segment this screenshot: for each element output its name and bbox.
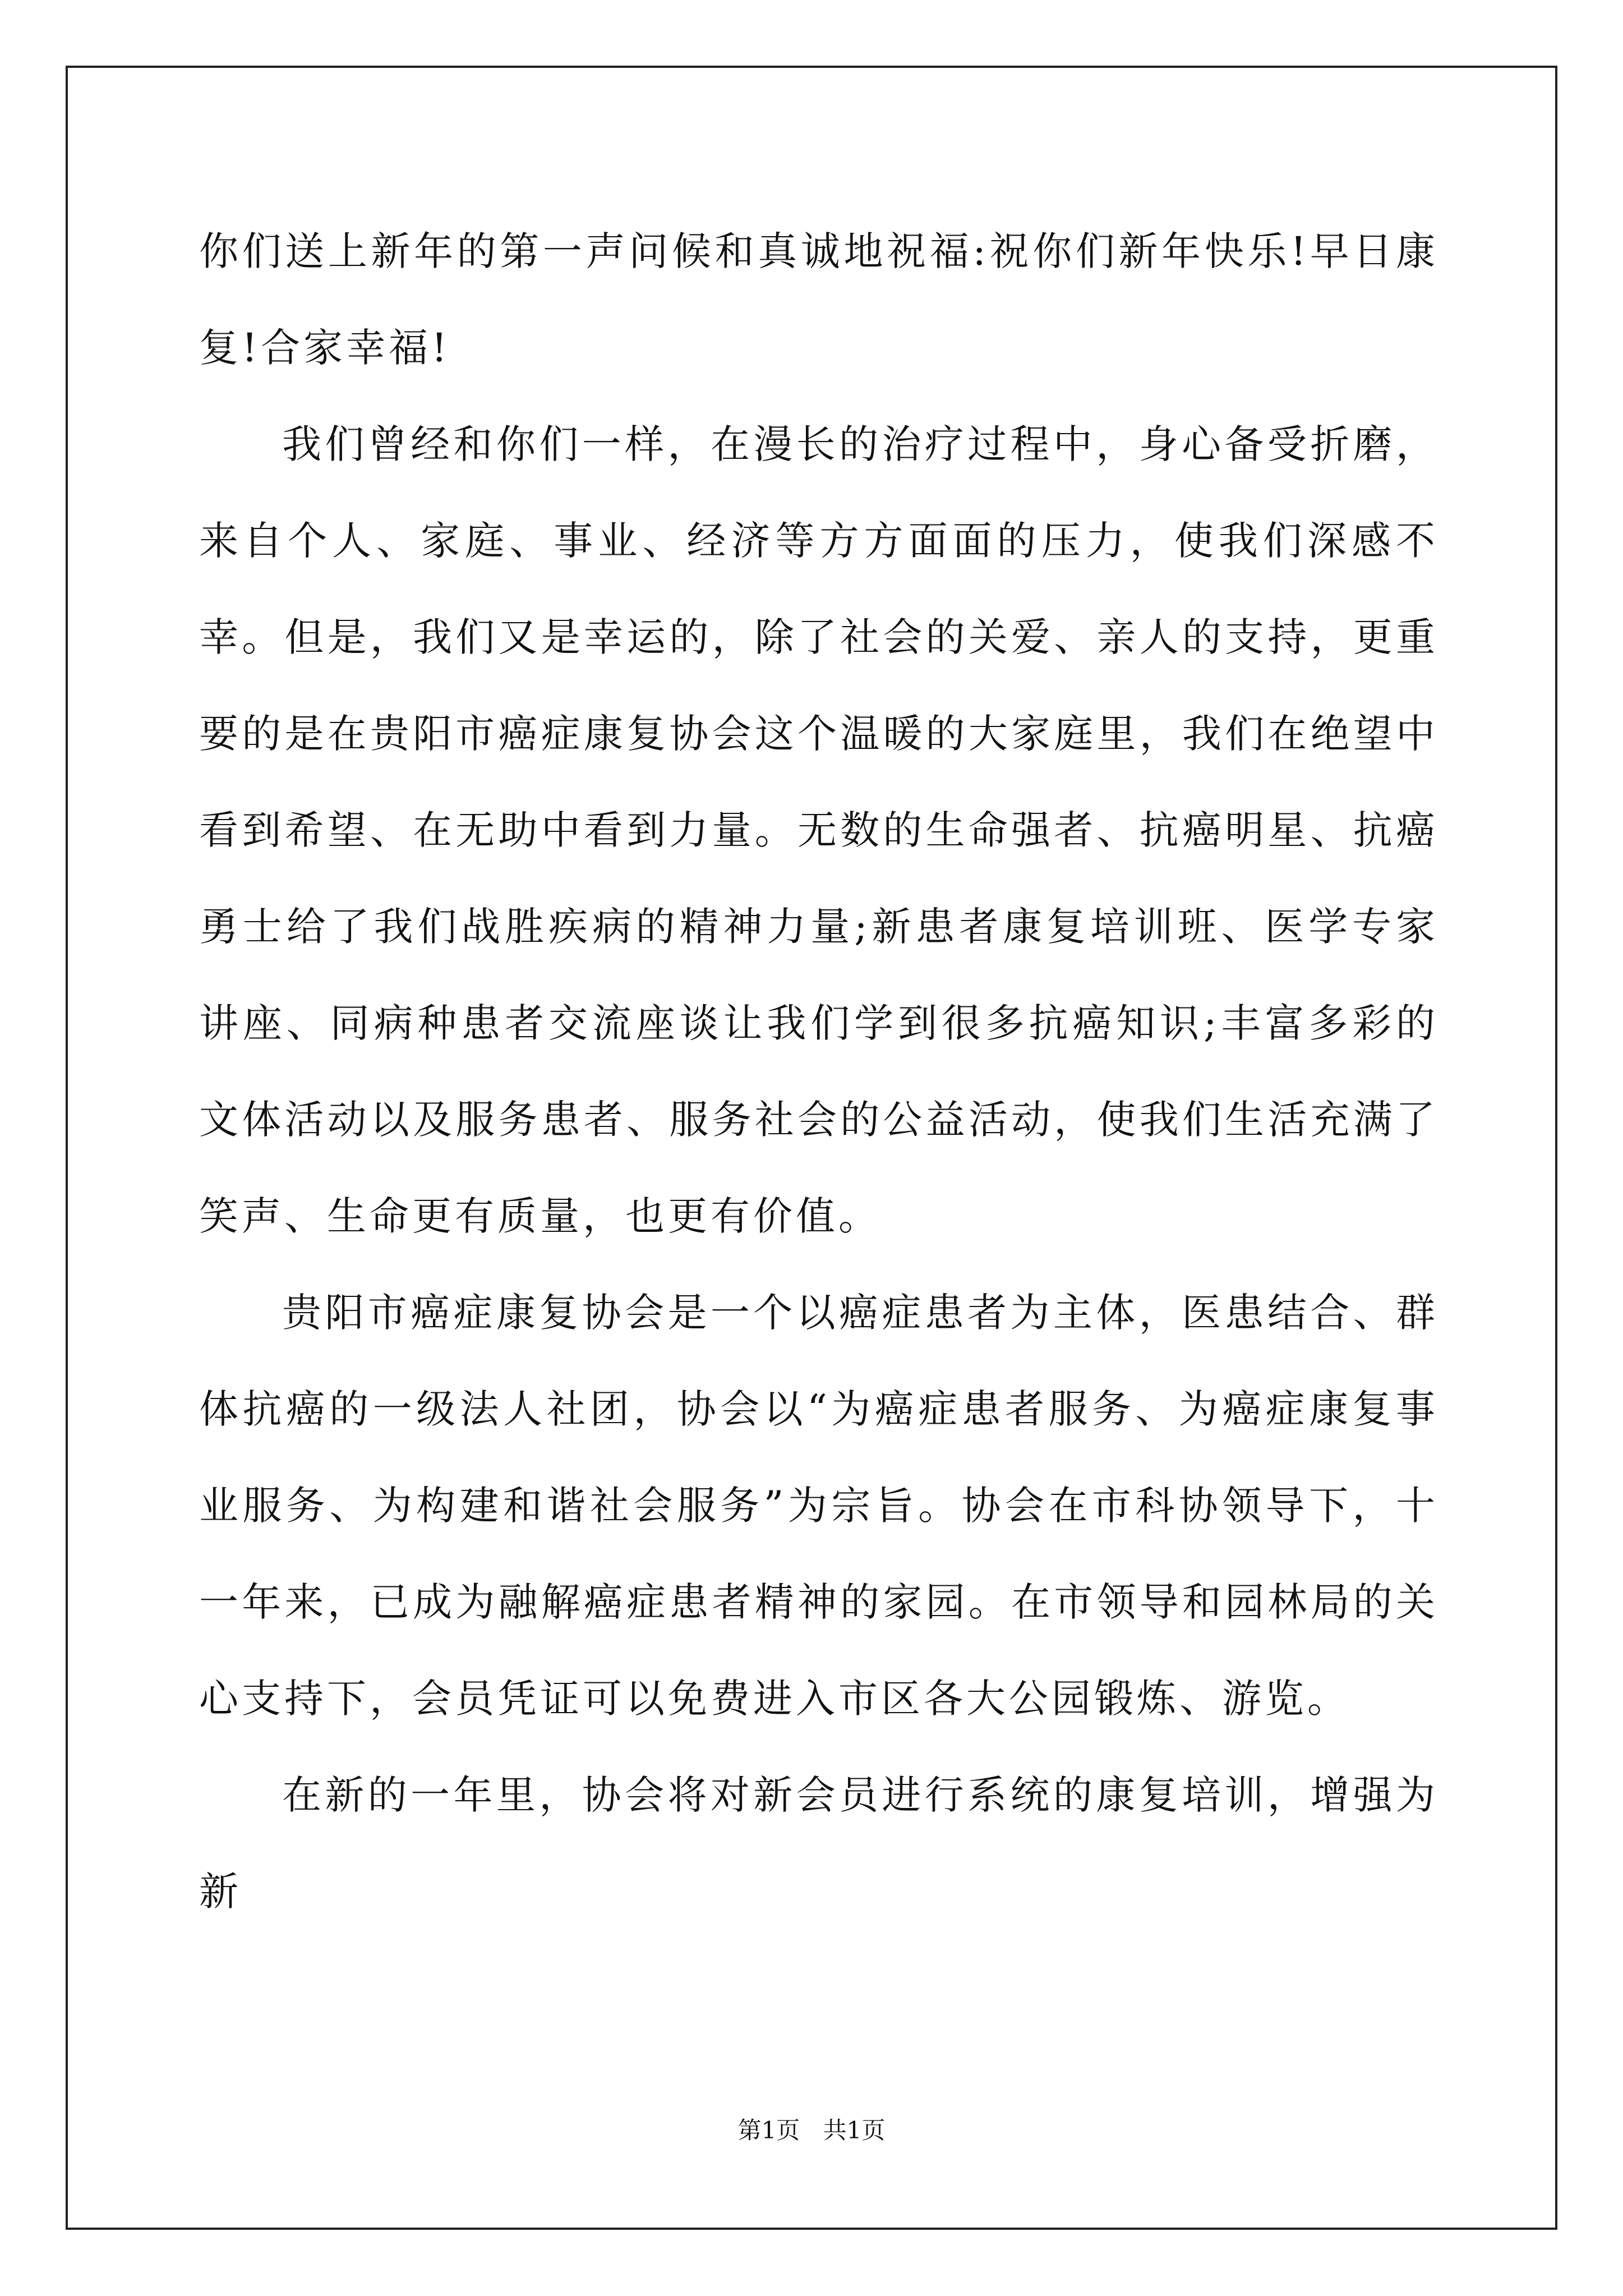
paragraph-1: 你们送上新年的第一声问候和真诚地祝福:祝你们新年快乐!早日康复!合家幸福!: [199, 228, 1438, 371]
page-footer: [0, 2112, 1623, 2146]
paragraph-3: 贵阳市癌症康复协会是一个以癌症患者为主体，医患结合、群体抗癌的一级法人社团，协会以“为癌症患者服务、为癌症康复事业服务、为构建和谐社会服务”为宗旨。协会在市科协领导下，十一年来，已成为融解癌症患者精神的家园。在市领导和园林局的关心支持下，会员凭证可以免费进入市区各大公园锻炼、游览。: [199, 1290, 1438, 1722]
paragraph-2: 我们曾经和你们一样，在漫长的治疗过程中，身心备受折磨，来自个人、家庭、事业、经济等方方面面的压力，使我们深感不幸。但是，我们又是幸运的，除了社会的关爱、亲人的支持，更重要的是在贵阳市癌症康复协会这个温暖的大家庭里，我们在绝望中看到希望、在无助中看到力量。无数的生命强者、抗癌明星、抗癌勇士给了我们战胜疾病的精神力量;新患者康复培训班、医学专家讲座、同病种患者交流座谈让我们学到很多抗癌知识;丰富多彩的文体活动以及服务患者、服务社会的公益活动，使我们生活充满了笑声、生命更有质量，也更有价值。: [199, 421, 1438, 1239]
page-total: 共1页: [823, 2116, 886, 2144]
document-body: [199, 203, 1438, 1940]
paragraph-4: 在新的一年里，协会将对新会员进行系统的康复培训，增强为新: [199, 1772, 1438, 1915]
page-number: 第1页: [737, 2116, 800, 2144]
